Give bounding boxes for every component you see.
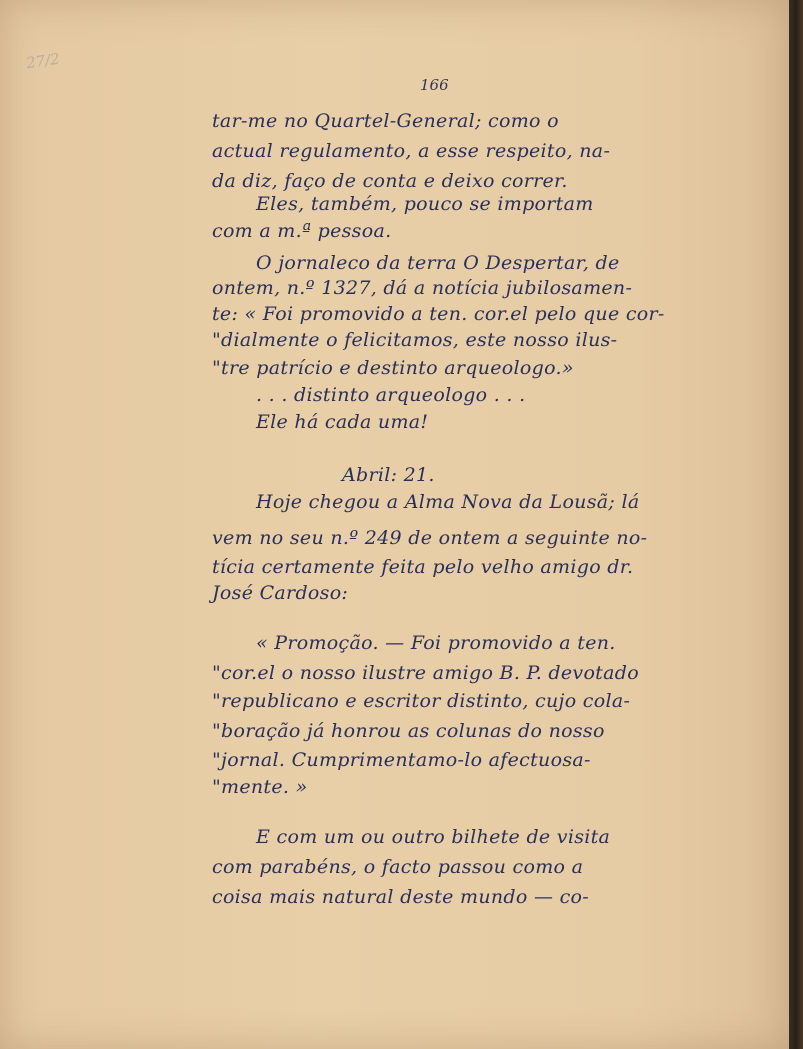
text-line: tar-me no Quartel-General; como o <box>212 110 559 132</box>
text-line: José Cardoso: <box>212 582 349 604</box>
notebook-spine <box>789 0 803 1049</box>
text-line: "mente. » <box>212 776 308 798</box>
date-heading: Abril: 21. <box>342 464 435 486</box>
text-line: Eles, também, pouco se importam <box>256 193 594 215</box>
text-line: coisa mais natural deste mundo — co- <box>212 886 589 908</box>
text-line: "tre patrício e destinto arqueologo.» <box>212 357 574 379</box>
text-line: E com um ou outro bilhete de visita <box>256 826 611 848</box>
pencil-annotation: 27/2 <box>24 49 61 73</box>
page-number: 166 <box>420 76 449 94</box>
text-line: tícia certamente feita pelo velho amigo dr. <box>212 556 634 578</box>
text-line: Hoje chegou a Alma Nova da Lousã; lá <box>256 491 640 513</box>
text-line: O jornaleco da terra O Despertar, de <box>256 252 620 274</box>
text-line: da diz, faço de conta e deixo correr. <box>212 170 568 192</box>
text-line: "jornal. Cumprimentamo-lo afectuosa- <box>212 749 591 771</box>
text-line: Ele há cada uma! <box>256 411 429 433</box>
text-line: te: « Foi promovido a ten. cor.el pelo que cor- <box>212 303 665 325</box>
text-line: . . . distinto arqueologo . . . <box>256 384 526 406</box>
text-line: "dialmente o felicitamos, este nosso ilus- <box>212 329 618 351</box>
text-line: com a m.ª pessoa. <box>212 220 392 242</box>
text-line: « Promoção. — Foi promovido a ten. <box>256 632 616 654</box>
text-line: "boração já honrou as colunas do nosso <box>212 720 605 742</box>
text-line: "republicano e escritor distinto, cujo cola- <box>212 690 631 712</box>
text-line: actual regulamento, a esse respeito, na- <box>212 140 611 162</box>
text-line: com parabéns, o facto passou como a <box>212 856 584 878</box>
text-line: vem no seu n.º 249 de ontem a seguinte no- <box>212 527 648 549</box>
text-line: ontem, n.º 1327, dá a notícia jubilosamen- <box>212 277 633 299</box>
text-line: "cor.el o nosso ilustre amigo B. P. devotado <box>212 662 639 684</box>
